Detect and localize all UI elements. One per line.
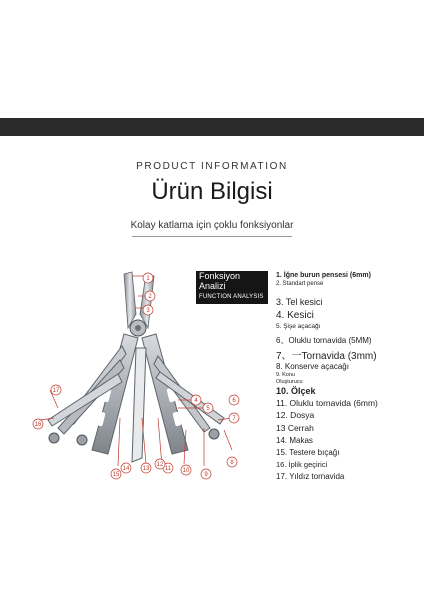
page-title: Ürün Bilgisi: [151, 178, 273, 205]
legend-item: 7、一Tornavida (3mm): [276, 351, 377, 362]
svg-text:7: 7: [232, 416, 236, 422]
subtitle-underline: [132, 236, 292, 237]
legend-item: 9. Konu Oluşturucu: [276, 372, 303, 385]
legend-item: 13 Cerrah: [276, 423, 314, 433]
legend-item: 3. Tel kesici: [276, 297, 323, 307]
callout-4: [191, 395, 201, 405]
blade-knife: [132, 348, 146, 462]
svg-text:16: 16: [34, 422, 42, 428]
callout-6: [229, 395, 239, 405]
legend-item: 11. Oluklu tornavida (6mm): [276, 398, 378, 408]
svg-text:11: 11: [164, 466, 172, 472]
plier-jaw-left: [124, 272, 136, 328]
svg-text:17: 17: [52, 388, 60, 394]
svg-text:9: 9: [204, 472, 208, 478]
function-box-title-line2: Analizi: [199, 281, 226, 291]
function-box-title-line1: Fonksiyon: [199, 271, 241, 281]
function-analysis-box: [196, 271, 268, 304]
callout-17: [51, 385, 61, 395]
callout-5: [203, 403, 213, 413]
legend-item: 16. İplik geçirici: [276, 460, 328, 469]
legend-item: 12. Dosya: [276, 410, 315, 420]
svg-text:13: 13: [142, 466, 150, 472]
legend-item: 4. Kesici: [276, 310, 314, 321]
svg-text:8: 8: [230, 460, 234, 466]
function-box-title-en: FUNCTION ANALYSIS: [199, 294, 264, 300]
svg-text:15: 15: [112, 472, 120, 478]
legend-item: 5. Şişe açacağı: [276, 323, 321, 330]
callout-3: [143, 305, 153, 315]
legend-item: 1. İğne burun pensesi (6mm): [276, 272, 371, 279]
legend-item: 6、Oluklu tornavida (5MM): [276, 336, 372, 345]
svg-text:6: 6: [232, 398, 236, 404]
callout-7: [229, 413, 239, 423]
legend-item: 17. Yıldız tornavida: [276, 472, 345, 481]
eyebrow-label: PRODUCT INFORMATION: [136, 161, 288, 172]
svg-text:2: 2: [148, 294, 152, 300]
callout-15: [111, 469, 121, 479]
callout-8: [227, 457, 237, 467]
svg-text:14: 14: [122, 466, 130, 472]
callout-9: [201, 469, 211, 479]
top-dark-band: [0, 118, 424, 136]
svg-text:5: 5: [206, 406, 210, 412]
svg-text:10: 10: [182, 468, 190, 474]
legend-item: 10. Ölçek: [276, 386, 316, 396]
callout-10: [181, 465, 191, 475]
callout-12: [155, 459, 165, 469]
legend-item: 14. Makas: [276, 436, 313, 445]
callout-1: [143, 273, 153, 283]
svg-text:3: 3: [146, 308, 150, 314]
legend-item: 15. Testere bıçağı: [276, 448, 340, 457]
legend-item: 2. Standart pense: [276, 281, 324, 287]
legend-item: 8. Konserve açacağı: [276, 362, 349, 371]
page-subtitle: Kolay katlama için çoklu fonksiyonlar: [130, 220, 294, 231]
callout-16: [33, 419, 43, 429]
svg-text:4: 4: [194, 398, 198, 404]
callout-2: [145, 291, 155, 301]
callout-13: [141, 463, 151, 473]
svg-text:12: 12: [156, 462, 164, 468]
callout-14: [121, 463, 131, 473]
svg-text:1: 1: [146, 276, 150, 282]
